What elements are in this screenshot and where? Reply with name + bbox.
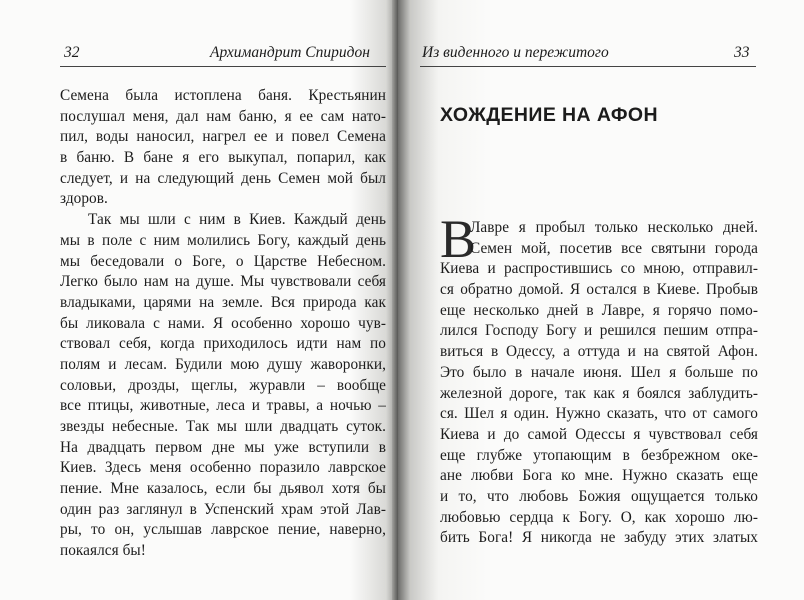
text-line: пение. Мне казалось, если бы дьявол хотя бы (60, 480, 386, 498)
text-line: мы беседовали о Боге, о Царстве Небесном. (60, 252, 386, 270)
text-line: виться в Одессу, а оттуда и на святой Афон. (440, 343, 758, 361)
text-line: ся обратно домой. Я остался в Киеве. Пробыв (440, 281, 758, 299)
right-header-rule (420, 66, 756, 67)
left-header-rule (60, 66, 386, 67)
text-line: ствовал себя, когда приходилось идти нам по (60, 335, 386, 353)
right-body-text (440, 218, 758, 549)
text-line: бить Бога! Я никогда не забуду этих златых (440, 529, 758, 547)
text-line: Лавре я пробыл только несколько дней. (470, 219, 758, 236)
text-line: соловьи, дрозды, щеглы, журавли – вообще (60, 376, 386, 394)
left-running-head: Архимандрит Спиридон (210, 44, 370, 61)
left-page (0, 0, 398, 600)
text-line: владыками, царями на земле. Вся природа как (60, 293, 386, 311)
text-line: и то, что любовь Божия ощущается только (440, 487, 758, 505)
text-line: Семен мой, посетив все святыни города (470, 239, 758, 257)
text-line: лился Господу Богу и решился пешим отпра- (440, 322, 758, 340)
text-line: мы в поле с ним молились Богу, каждый день (60, 231, 386, 249)
right-running-head: Из виденного и пережитого (422, 44, 609, 61)
text-line: Киева и распростившись со мною, отправил- (440, 260, 758, 278)
text-line: На двадцать первом дне мы уже вступили в (60, 438, 386, 456)
chapter-title: ХОЖДЕНИЕ НА АФОН (440, 104, 658, 126)
text-line: покаялся бы! (60, 542, 146, 560)
text-line: Легко было нам на душе. Мы чувствовали себя (60, 273, 386, 291)
drop-cap: В (440, 209, 477, 269)
text-line: все птицы, животные, леса и травы, а ночью – (60, 397, 386, 415)
text-line: здоров. (60, 190, 108, 208)
text-line: следует, и на следующий день Семен мой был (60, 169, 386, 187)
text-line: ся. Шел я один. Нужно сказать, что от самого (440, 405, 758, 423)
text-line: железной дороге, так как я боялся заблудить- (440, 384, 758, 402)
text-line: бы ликовала с нами. Я особенно хорошо чув- (60, 314, 386, 332)
left-page-number: 32 (64, 44, 80, 61)
text-line: Киева и до самой Одессы я чувствовал себя (440, 425, 758, 443)
text-line: звезды небесные. Так мы шли двадцать суток. (60, 418, 386, 435)
text-line: один раз заглянул в Успенский храм этой Лав- (60, 500, 386, 518)
text-line: любовью сердца к Богу. О, как хорошо лю- (440, 508, 758, 526)
text-line: пил, воды наносил, нагрел ее и повел Семена (60, 128, 386, 146)
text-line: в баню. В бане я его выкупал, попарил, как (60, 149, 386, 167)
text-line: ане любви Бога ко мне. Нужно сказать еще (440, 467, 758, 485)
text-line: послушал меня, дал нам баню, я ее сам нато- (60, 107, 386, 125)
right-page-number: 33 (734, 44, 750, 61)
text-line: Так мы шли с ним в Киев. Каждый день (88, 211, 386, 229)
text-line: Семена была истоплена баня. Крестьянин (60, 87, 386, 104)
text-line: Киев. Здесь меня особенно поразило лаврское (60, 459, 386, 477)
text-line: Это было в начале июня. Шел я больше по (440, 363, 758, 381)
left-body-text (60, 86, 386, 562)
text-line: ры, то он, услышав лаврское пение, наверно, (60, 521, 386, 539)
text-line: еще глубже утопающим в безбрежном оке- (440, 446, 758, 464)
text-line: полям и лесам. Будили мою душу жаворонки, (60, 355, 386, 373)
text-line: еще несколько дней в Лавре, я горячо помо- (440, 301, 758, 319)
